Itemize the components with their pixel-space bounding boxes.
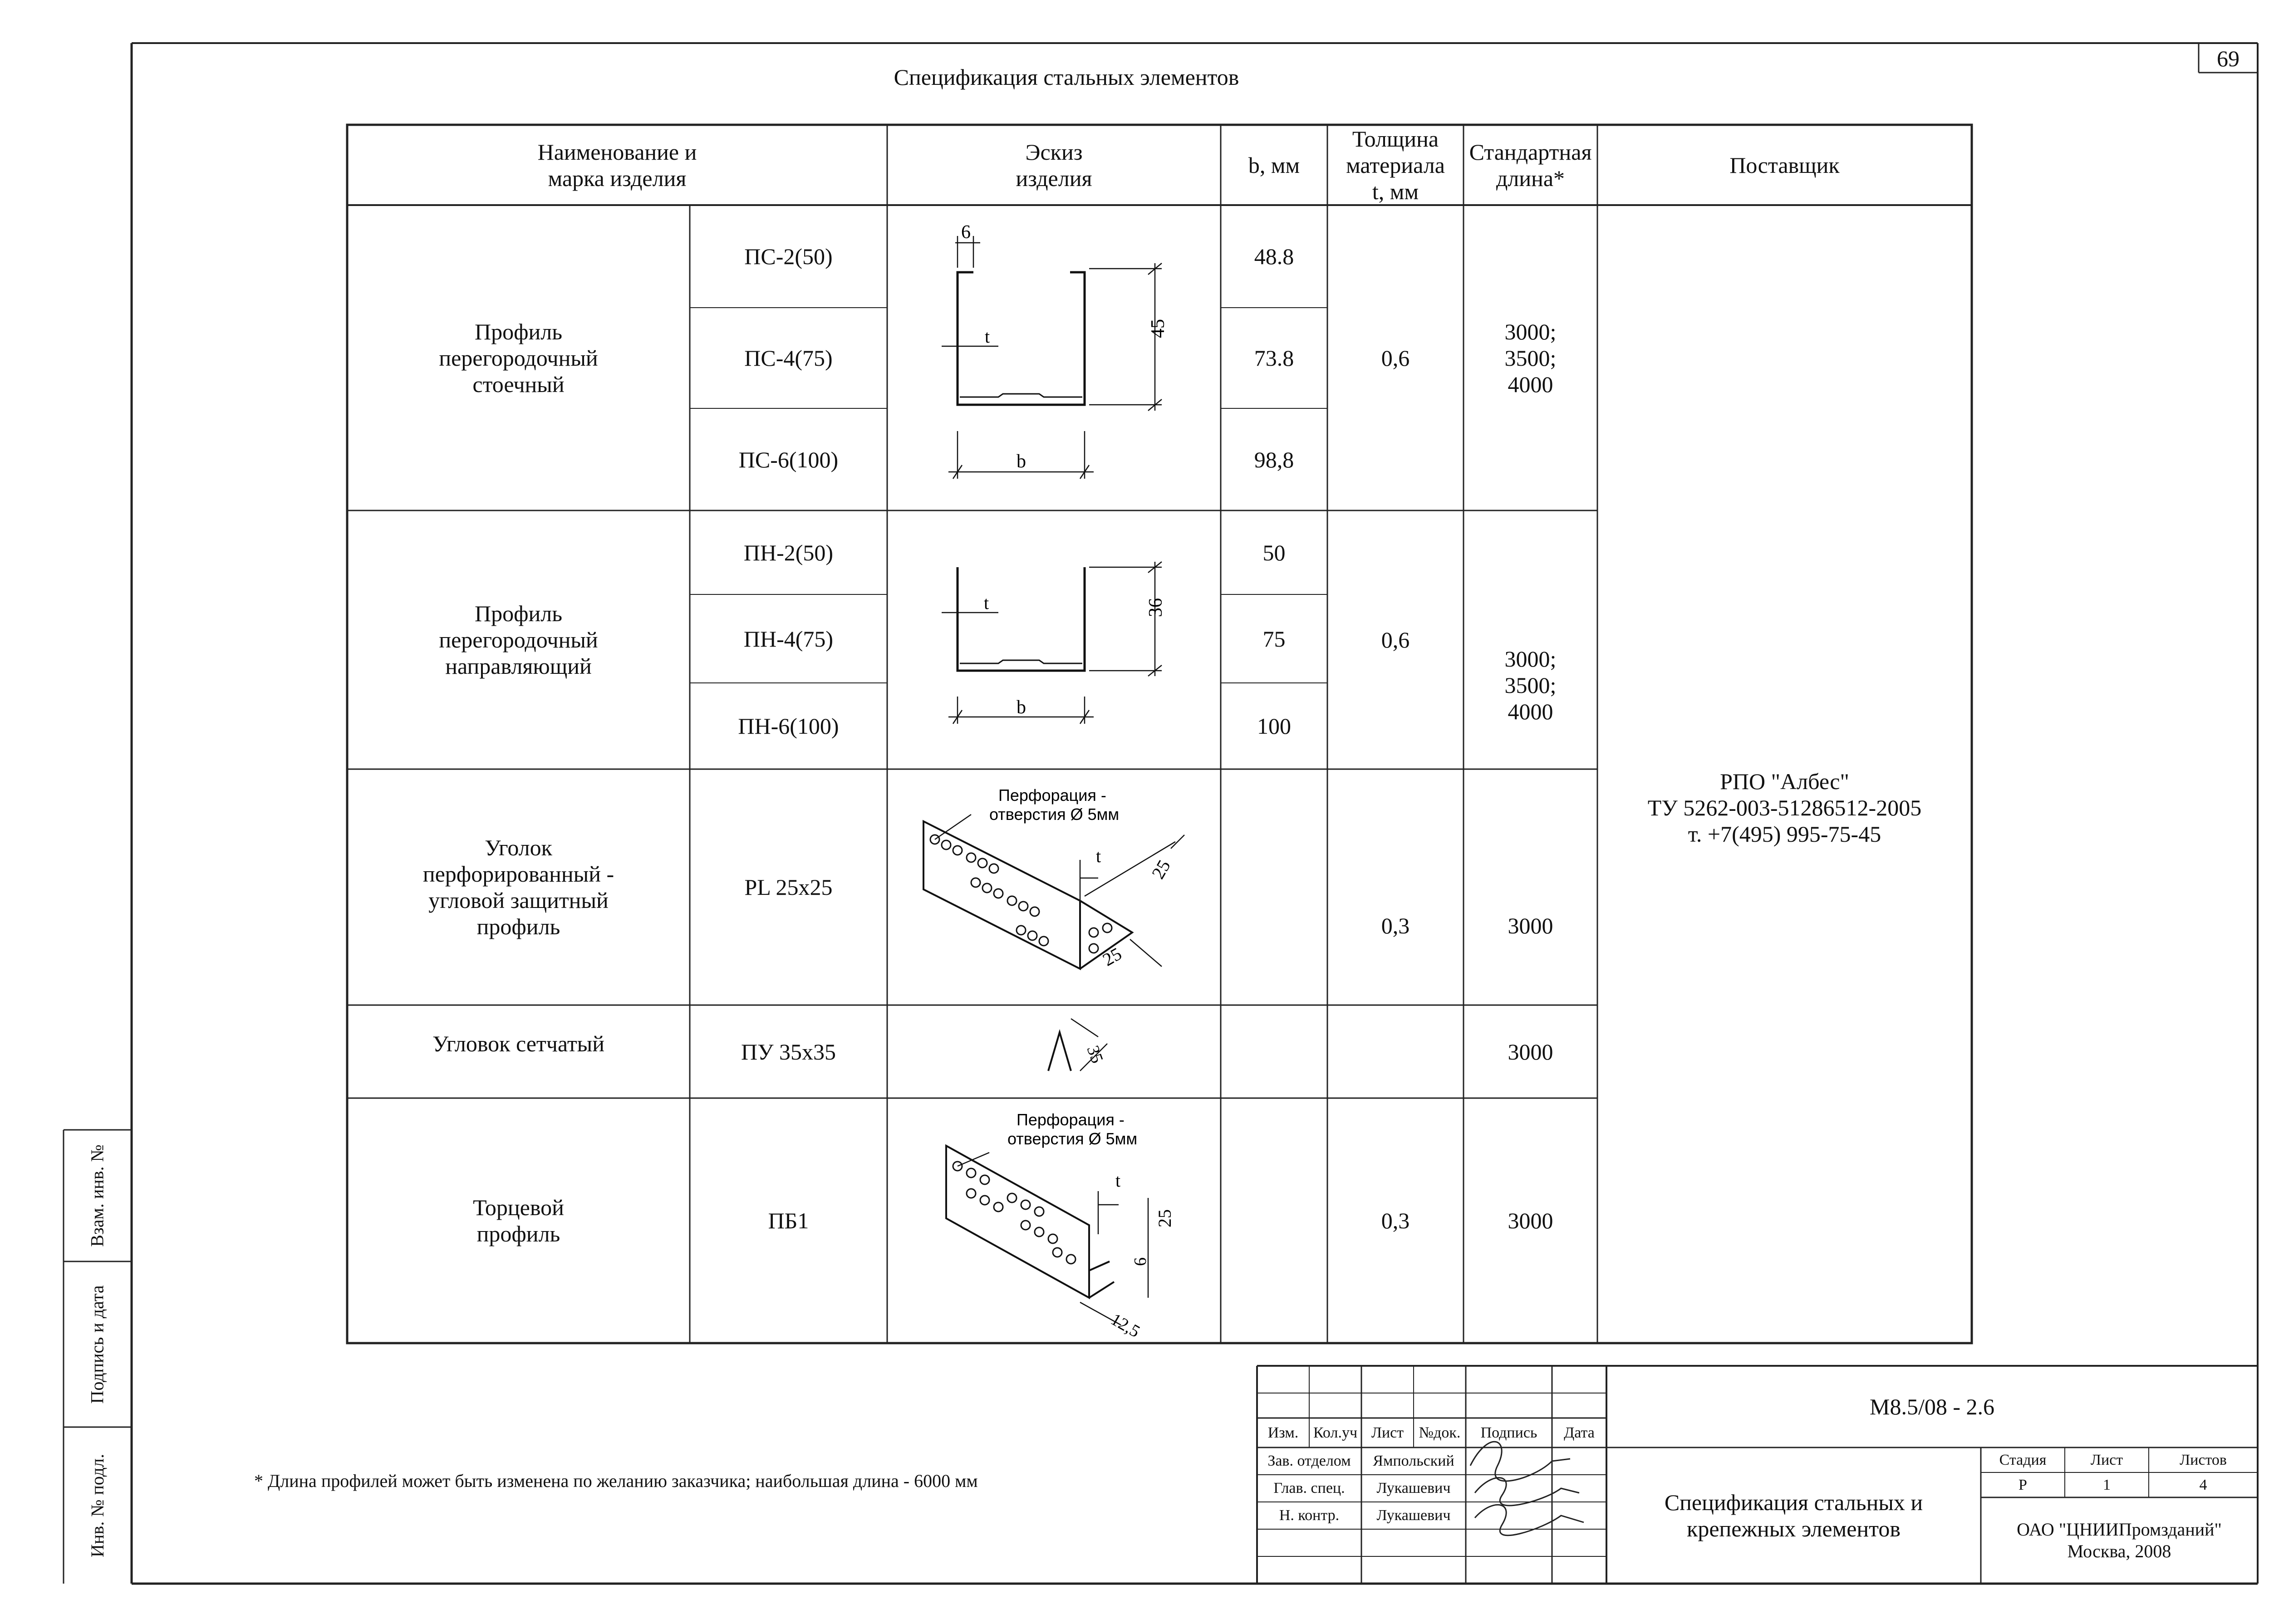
thickness-value: 0,3 [1381,1208,1410,1233]
organization: ОАО "ЦНИИПромзданий" Москва, 2008 [2017,1519,2222,1561]
stage-value: Р [2019,1476,2027,1493]
stage-label: Стадия [1999,1451,2047,1468]
doc-title: Спецификация стальных и крепежных элементов [1664,1490,1923,1541]
dim-top: 6 [961,222,971,243]
dim-t: t [984,593,989,613]
group-name-end-profile: Торцевой профиль [473,1195,564,1246]
thickness-value: 0,6 [1381,345,1410,371]
header-name: Наименование и марка изделия [537,139,697,191]
sheets-value: 4 [2199,1476,2207,1493]
doc-code: М8.5/08 - 2.6 [1870,1394,1994,1419]
sheet-value: 1 [2103,1476,2111,1493]
b-value: 98,8 [1254,446,1294,472]
b-value: 73.8 [1254,345,1294,371]
page-number: 69 [2217,46,2240,71]
stamp-header: Дата [1564,1424,1595,1441]
mark-pn4: ПН-4(75) [743,626,834,652]
dim-25b: 25 [1099,943,1125,970]
header-supplier: Поставщик [1729,152,1840,178]
dim-h: 36 [1145,598,1166,617]
dim-t: t [985,326,990,347]
side-label-text: Подпись и дата [87,1285,108,1404]
footnote: * Длина профилей может быть изменена по желанию заказчика; наибольшая длина - 6000 мм [254,1471,978,1491]
b-value: 75 [1262,626,1286,652]
mark-ps2: ПС-2(50) [744,244,833,269]
dim-b: b [1017,451,1026,472]
dim-12-5: 12,5 [1107,1310,1144,1342]
dim-6: 6 [1131,1257,1150,1266]
side-label-text: Инв. № подл. [87,1453,108,1557]
stamp-header: Подпись [1480,1424,1537,1441]
dim-b: b [1017,697,1026,718]
perf-line2: отверстия Ø 5мм [989,805,1120,824]
group-name-mesh-corner: Угловок сетчатый [432,1031,605,1056]
group-name-track: Профиль перегородочный направляющий [439,601,598,679]
dim-t: t [1096,846,1101,866]
length-value: 3000; 3500; 4000 [1504,319,1557,397]
sheet-label: Лист [2090,1451,2123,1468]
dim-h: 45 [1148,319,1169,338]
mark-pu: ПУ 35x35 [741,1039,836,1065]
mark-ps4: ПС-4(75) [744,345,833,371]
dim-t: t [1115,1170,1121,1191]
length-value: 3000 [1508,1208,1553,1233]
mark-pn2: ПН-2(50) [743,540,834,565]
perf-line2: отверстия Ø 5мм [1007,1129,1138,1148]
stamp-header: №док. [1419,1424,1461,1441]
page-title: Спецификация стальных элементов [894,64,1239,90]
thickness-value: 0,6 [1381,627,1410,653]
dim-35: 35 [1083,1043,1107,1066]
stamp-person: Ямпольский [1373,1452,1454,1469]
dim-25: 25 [1154,1209,1175,1227]
header-length: Стандартная длина* [1469,139,1592,191]
thickness-value: 0,3 [1381,913,1410,938]
dim-25a: 25 [1147,856,1174,883]
supplier-info: РПО "Албес" ТУ 5262-003-51286512-2005 т. +7(495) 995-75-45 [1647,769,1922,847]
stamp-role: Зав. отделом [1267,1452,1351,1469]
b-value: 50 [1262,540,1286,565]
stamp-header: Кол.уч [1313,1424,1358,1441]
b-value: 48.8 [1254,244,1294,269]
perf-line1: Перфорация - [998,786,1106,805]
length-value: 3000 [1508,1039,1553,1065]
stamp-person: Лукашевич [1376,1480,1451,1496]
side-label-text: Взам. инв. № [87,1144,108,1247]
mark-pb1: ПБ1 [768,1208,809,1233]
mark-pn6: ПН-6(100) [738,713,839,739]
stamp-role: Глав. спец. [1273,1480,1345,1496]
stamp-role: Н. контр. [1279,1507,1340,1524]
length-value: 3000; 3500; 4000 [1504,646,1557,724]
mark-ps6: ПС-6(100) [738,446,839,472]
stamp-header: Лист [1371,1424,1404,1441]
length-value: 3000 [1508,913,1553,938]
header-sketch: Эскиз изделия [1016,139,1092,191]
group-name-perforated-corner: Уголок перфорированный - угловой защитный профиль [422,835,614,939]
header-thickness: Толщина материала t, мм [1346,126,1445,204]
stamp-header: Изм. [1267,1424,1299,1441]
perf-line1: Перфорация - [1017,1110,1125,1129]
header-b: b, мм [1248,152,1300,178]
sheets-label: Листов [2180,1451,2227,1468]
stamp-person: Лукашевич [1376,1507,1451,1524]
b-value: 100 [1257,713,1291,739]
group-name-stud: Профиль перегородочный стоечный [439,319,598,397]
mark-pl: PL 25x25 [744,874,833,900]
